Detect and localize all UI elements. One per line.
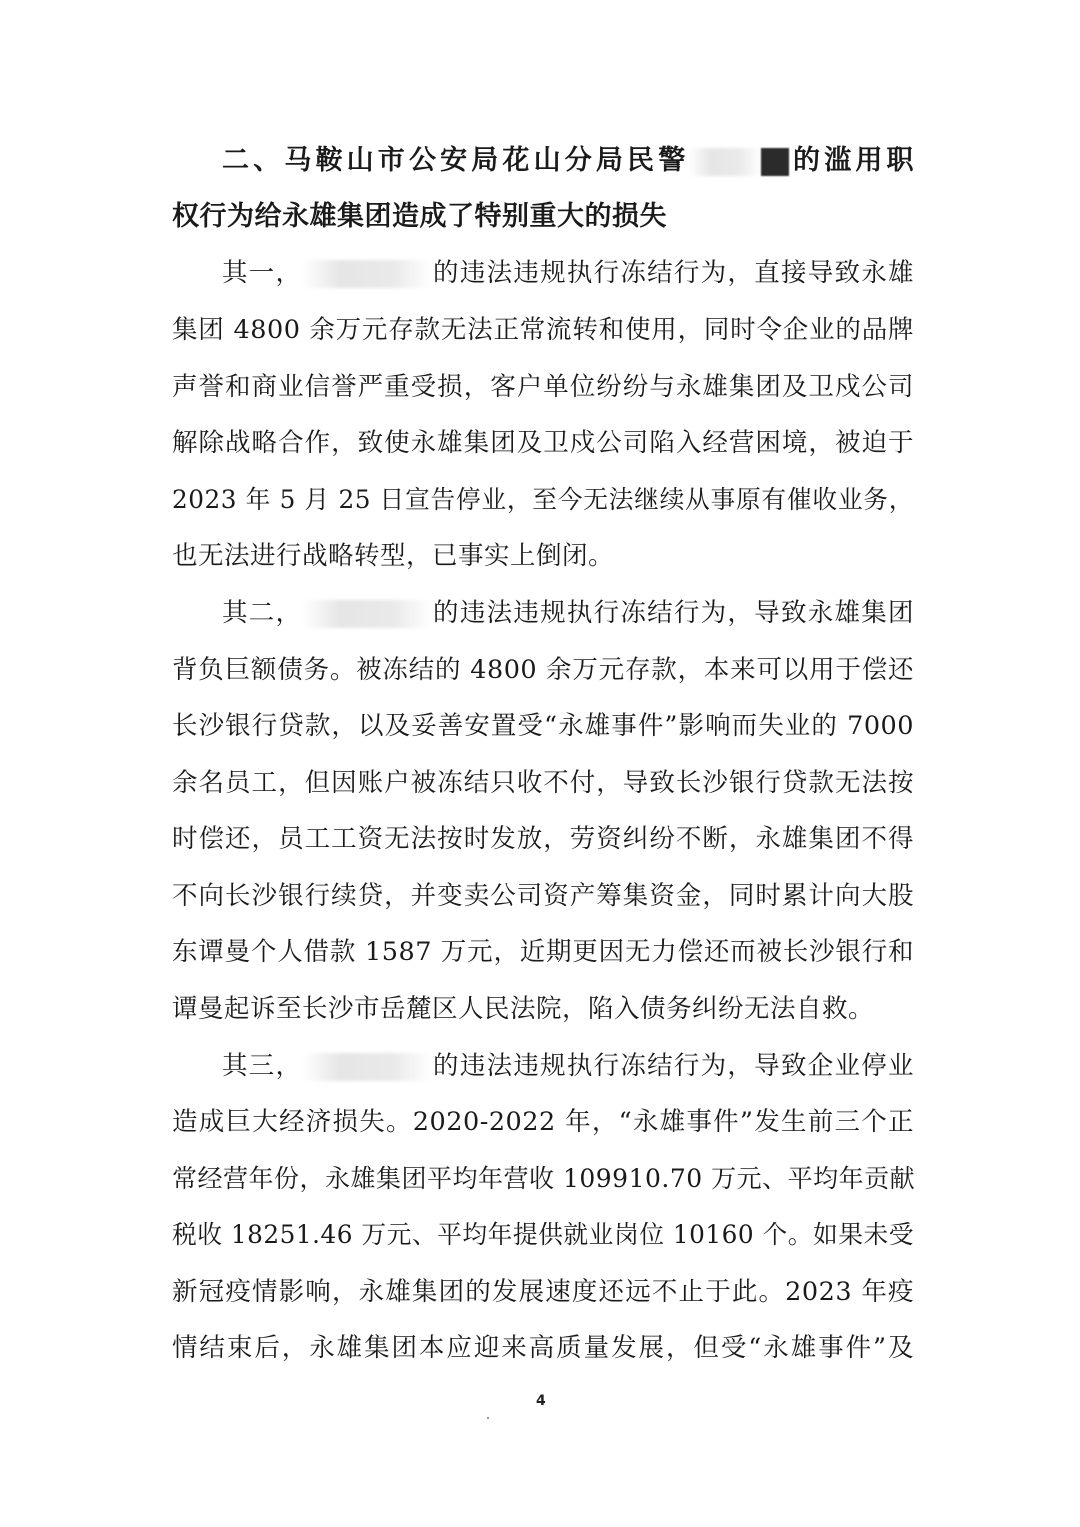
- para2-line-5: 时偿还，员工工资无法按时发放，劳资纠纷不断，永雄集团不得: [172, 824, 914, 854]
- para1-line-1: [222, 257, 914, 289]
- scan-speck: [487, 1417, 489, 1419]
- para2-line-6: 不向长沙银行续贷，并变卖公司资产筹集资金，同时累计向大股: [172, 881, 914, 911]
- redaction-blur: [689, 148, 761, 176]
- para3-line-6: 情结束后，永雄集团本应迎来高质量发展，但受“永雄事件”及: [172, 1333, 914, 1363]
- para1-line1-rest: 的违法违规执行冻结行为，直接导致永雄: [432, 258, 914, 288]
- para1-lead: 其一，: [222, 258, 303, 288]
- redaction-blur: [302, 600, 432, 628]
- para3-lead: 其三，: [222, 1051, 303, 1081]
- redaction-blur: [302, 260, 432, 288]
- para2-line1-rest: 的违法违规执行冻结行为，导致永雄集团: [432, 598, 914, 628]
- para3-line-4: 税收 18251.46 万元、平均年提供就业岗位 10160 个。如果未受: [172, 1220, 914, 1249]
- para2-line-7: 东谭曼个人借款 1587 万元，近期更因无力偿还而被长沙银行和: [172, 937, 914, 967]
- para1-line-3: 声誉和商业信誉严重受损，客户单位纷纷与永雄集团及卫戍公司: [172, 372, 914, 402]
- para3-line1-rest: 的违法违规执行冻结行为，导致企业停业: [432, 1051, 914, 1081]
- heading-suffix: 的滥用职: [789, 145, 915, 176]
- para1-line-4: 解除战略合作，致使永雄集团及卫戍公司陷入经营困境，被迫于: [172, 428, 914, 458]
- para3-line-2: 造成巨大经济损失。2020-2022 年，“永雄事件”发生前三个正: [172, 1107, 914, 1137]
- para1-line-5: 2023 年 5 月 25 日宣告停业，至今无法继续从事原有催收业务，: [172, 485, 914, 514]
- heading-line-2: 权行为给永雄集团造成了特别重大的损失: [172, 201, 667, 232]
- para3-line-1: [222, 1050, 914, 1082]
- para2-lead: 其二，: [222, 598, 303, 628]
- redaction-block: [761, 148, 789, 176]
- para2-line-3: 长沙银行贷款，以及妥善安置受“永雄事件”影响而失业的 7000: [172, 711, 914, 741]
- page-number: 4: [536, 1393, 546, 1409]
- para3-line-3: 常经营年份，永雄集团平均年营收 109910.70 万元、平均年贡献: [172, 1164, 916, 1193]
- para2-line-1: [222, 597, 914, 629]
- heading-prefix: 二、马鞍山市公安局花山分局民警: [222, 145, 690, 176]
- para2-line-2: 背负巨额债务。被冻结的 4800 余万元存款，本来可以用于偿还: [172, 655, 914, 685]
- para1-line-6: 也无法进行战略转型，已事实上倒闭。: [172, 541, 615, 571]
- para1-line-2: 集团 4800 余万元存款无法正常流转和使用，同时令企业的品牌: [172, 315, 914, 345]
- para3-line-5: 新冠疫情影响，永雄集团的发展速度还远不止于此。2023 年疫: [172, 1277, 914, 1307]
- para2-line-8: 谭曼起诉至长沙市岳麓区人民法院，陷入债务纠纷无法自救。: [172, 994, 875, 1024]
- redaction-blur: [302, 1053, 432, 1081]
- heading-line-1: [222, 145, 914, 177]
- para2-line-4: 余名员工，但因账户被冻结只收不付，导致长沙银行贷款无法按: [172, 768, 914, 798]
